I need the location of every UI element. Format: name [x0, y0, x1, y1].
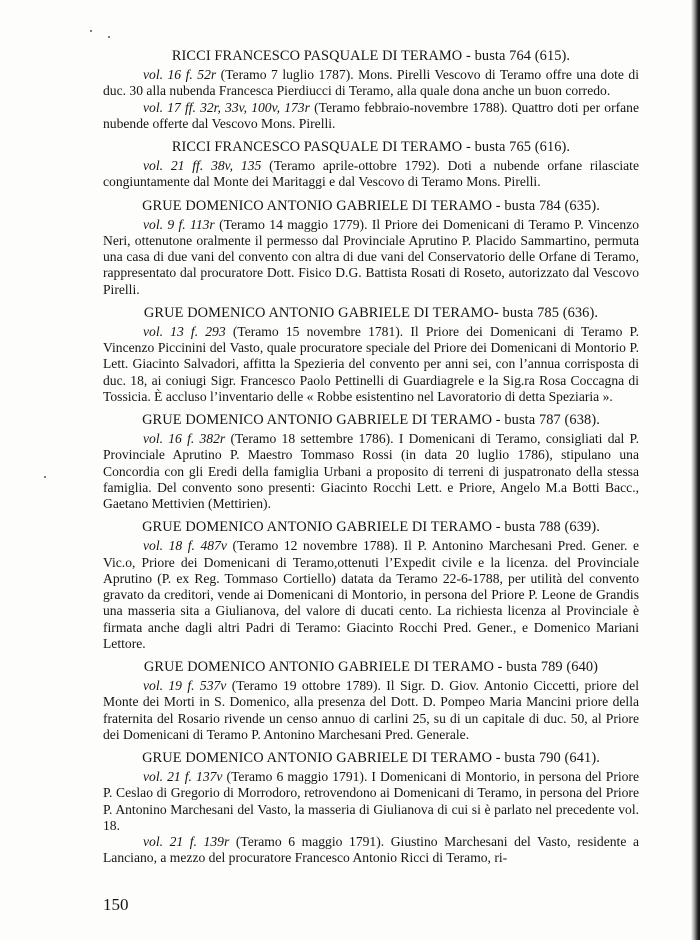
notary-name: GRUE DOMENICO ANTONIO GABRIELE DI TERAMO	[142, 749, 493, 766]
paragraph-text: (Teramo 14 maggio 1779). Il Priore dei Domenicani di Teramo P. Vincenzo Neri, ottenutone oralmente il permesso dal Provinciale Aprutino P. Placido Sammartino, permuta una casa di due vani del convento con altra di due vani del Conservatorio delle Orfane di Teramo, rappresentato dal procuratore Dott. Fisico D.G. Battista Rosati di Roseto, autorizzato dal Vescovo Pirelli.	[103, 216, 639, 297]
volume-reference: vol. 19 f. 537v	[143, 678, 227, 694]
entry-paragraph	[103, 217, 639, 298]
volume-reference: vol. 16 f. 382r	[143, 431, 226, 447]
entry-paragraph	[103, 678, 639, 743]
entry-paragraph	[103, 324, 639, 405]
notary-name: GRUE DOMENICO ANTONIO GABRIELE DI TERAMO	[142, 519, 493, 536]
entry-paragraph	[103, 769, 639, 834]
volume-reference: vol. 16 f. 52r	[143, 67, 217, 83]
busta-reference: - busta 787 (638).	[492, 412, 600, 429]
paragraph-text: (Teramo 6 maggio 1791). I Domenicani di Montorio, in persona del Priore P. Ceslao di Gregorio di Morrodoro, retrovendono ai Domenicani di Teramo, in persona del Priore P. Antonino Marchesani del Vasto, la masseria di Giulianova di cui si è parlato nel precedente vol. 18.	[103, 769, 639, 833]
scan-edge-shadow	[691, 0, 700, 940]
paragraph-text: (Teramo febbraio-novembre 1788). Quattro doti per orfane nubende offerte dal Vescovo Mons. Pirelli.	[103, 99, 639, 131]
text-column	[103, 48, 639, 873]
page-number: 150	[103, 895, 129, 914]
busta-reference: - busta 764 (615).	[462, 48, 571, 64]
notary-name: GRUE DOMENICO ANTONIO GABRIELE DI TERAMO	[142, 197, 493, 214]
paragraph-text: (Teramo 19 ottobre 1789). Il Sigr. D. Giov. Antonio Ciccetti, priore del Monte dei Morti in S. Domenico, alla presenza del Dott. D. Pompeo Maria Mancini priore della fraternita del Rosario rivende un censo annuo di carlini 25, su di un capitale di duc. 50, al Priore dei Domenicani di Teramo P. Antonino Marchesani Pred. Generale.	[103, 678, 639, 742]
scan-speck	[90, 30, 92, 32]
archive-entry	[103, 412, 639, 512]
notary-name: RICCI FRANCESCO PASQUALE DI TERAMO	[171, 48, 463, 64]
busta-reference: - busta 788 (639).	[492, 519, 600, 536]
volume-reference: vol. 21 f. 139r	[143, 833, 230, 849]
volume-reference: vol. 21 f. 137v	[143, 769, 223, 785]
volume-reference: vol. 13 f. 293	[143, 324, 226, 340]
archive-entry	[103, 750, 639, 866]
paragraph-text: (Teramo 15 novembre 1781). Il Priore dei Domenicani di Teramo P. Vincenzo Piccinini del Vasto, quale procuratore speciale del Priore dei Domenicani di Montorio P. Lett. Giacinto Salvadori, affitta la Spezieria del convento per anni sei, con l’annua corrisposta di duc. 18, ai coniugi Sigr. Francesco Paolo Pettinelli di Guardiagrele e la Sig.ra Rosa Coccagna di Tossicia. È accluso l’inventario delle « Robbe esistentino nel Lavoratorio di detta Speziaria ».	[103, 324, 639, 404]
entry-heading	[103, 305, 639, 321]
busta-reference: - busta 789 (640)	[493, 658, 599, 675]
archive-entry	[103, 139, 639, 191]
entry-heading	[103, 198, 639, 214]
busta-reference: - busta 784 (635).	[492, 197, 600, 214]
volume-reference: vol. 17 ff. 32r, 33v, 100v, 173r	[143, 99, 310, 115]
entry-paragraph	[103, 431, 639, 512]
notary-name: GRUE DOMENICO ANTONIO GABRIELE DI TERAMO	[143, 658, 494, 675]
entry-paragraph	[103, 158, 639, 190]
volume-reference: vol. 9 f. 113r	[143, 216, 215, 232]
paragraph-text: (Teramo 12 novembre 1788). Il P. Antonino Marchesani Pred. Gener. e Vic.o, Priore dei Domenicani di Teramo,ottenuti l’Expedit civile e la licenza. del Provinciale Aprutino (P. ex Reg. Tommaso Cortiello) datata da Teramo 22-6-1788, per utilità del convento gravato da creditori, vende ai Domenicani di Montorio, in persona del Priore P. Leone de Grandis una masseria sita a Giulianova, del valore di ducati cento. La richiesta licenza al Provinciale è firmata anche dagli altri Padri di Teramo: Giacinto Rocchi Pred. Gener., e Domenico Mariani Lettore.	[103, 538, 639, 651]
entry-paragraph	[103, 538, 639, 651]
archive-entry	[103, 519, 639, 652]
busta-reference: - busta 785 (636).	[493, 304, 599, 321]
archive-entry	[103, 659, 639, 743]
paragraph-text: (Teramo 6 maggio 1791). Giustino Marchesani del Vasto, residente a Lanciano, a mezzo del procuratore Francesco Antonio Ricci di Teramo, ri-	[103, 833, 639, 866]
paragraph-text: (Teramo 18 settembre 1786). I Domenicani di Teramo, consigliati dal P. Provinciale Aprutino P. Maestro Tommaso Rossi (in data 20 luglio 1786), stipulano una Concordia con gli Eredi della famiglia Urbani a proposito di terreni di juspatronato della stessa famiglia. Del convento sono presenti: Giacinto Rocchi Lett. e Priore, Angelo M.a Botti Bacc., Gaetano Mettivien (Mettirien).	[103, 431, 639, 512]
entry-heading	[103, 412, 639, 428]
archive-entry	[103, 305, 639, 405]
notary-name: RICCI FRANCESCO PASQUALE DI TERAMO	[171, 139, 463, 156]
scan-speck	[108, 36, 110, 38]
entry-paragraph	[103, 100, 639, 132]
entry-heading	[103, 48, 639, 64]
paragraph-text: (Teramo 7 luglio 1787). Mons. Pirelli Vescovo di Teramo offre una dote di duc. 30 alla nubenda Francesca Pierdiucci di Teramo, alla quale dona anche un buon corredo.	[103, 67, 639, 99]
entry-heading	[103, 519, 639, 535]
entry-paragraph	[103, 67, 639, 99]
scan-speck	[44, 476, 46, 478]
entry-heading	[103, 750, 639, 766]
notary-name: GRUE DOMENICO ANTONIO GABRIELE DI TERAMO	[142, 412, 493, 429]
busta-reference: - busta 765 (616).	[462, 139, 571, 156]
archive-entry	[103, 48, 639, 132]
volume-reference: vol. 21 ff. 38v, 135	[143, 158, 262, 174]
entry-heading	[103, 659, 639, 675]
entry-heading	[103, 139, 639, 155]
busta-reference: - busta 790 (641).	[492, 749, 600, 766]
paragraph-text: (Teramo aprile-ottobre 1792). Doti a nubende orfane rilasciate congiuntamente dal Monte dei Maritaggi e dal Vescovo di Teramo Mons. Pirelli.	[103, 158, 639, 190]
archive-entry	[103, 198, 639, 298]
entry-paragraph	[103, 834, 639, 866]
volume-reference: vol. 18 f. 487v	[143, 538, 227, 554]
notary-name: GRUE DOMENICO ANTONIO GABRIELE DI TERAMO	[143, 304, 494, 321]
